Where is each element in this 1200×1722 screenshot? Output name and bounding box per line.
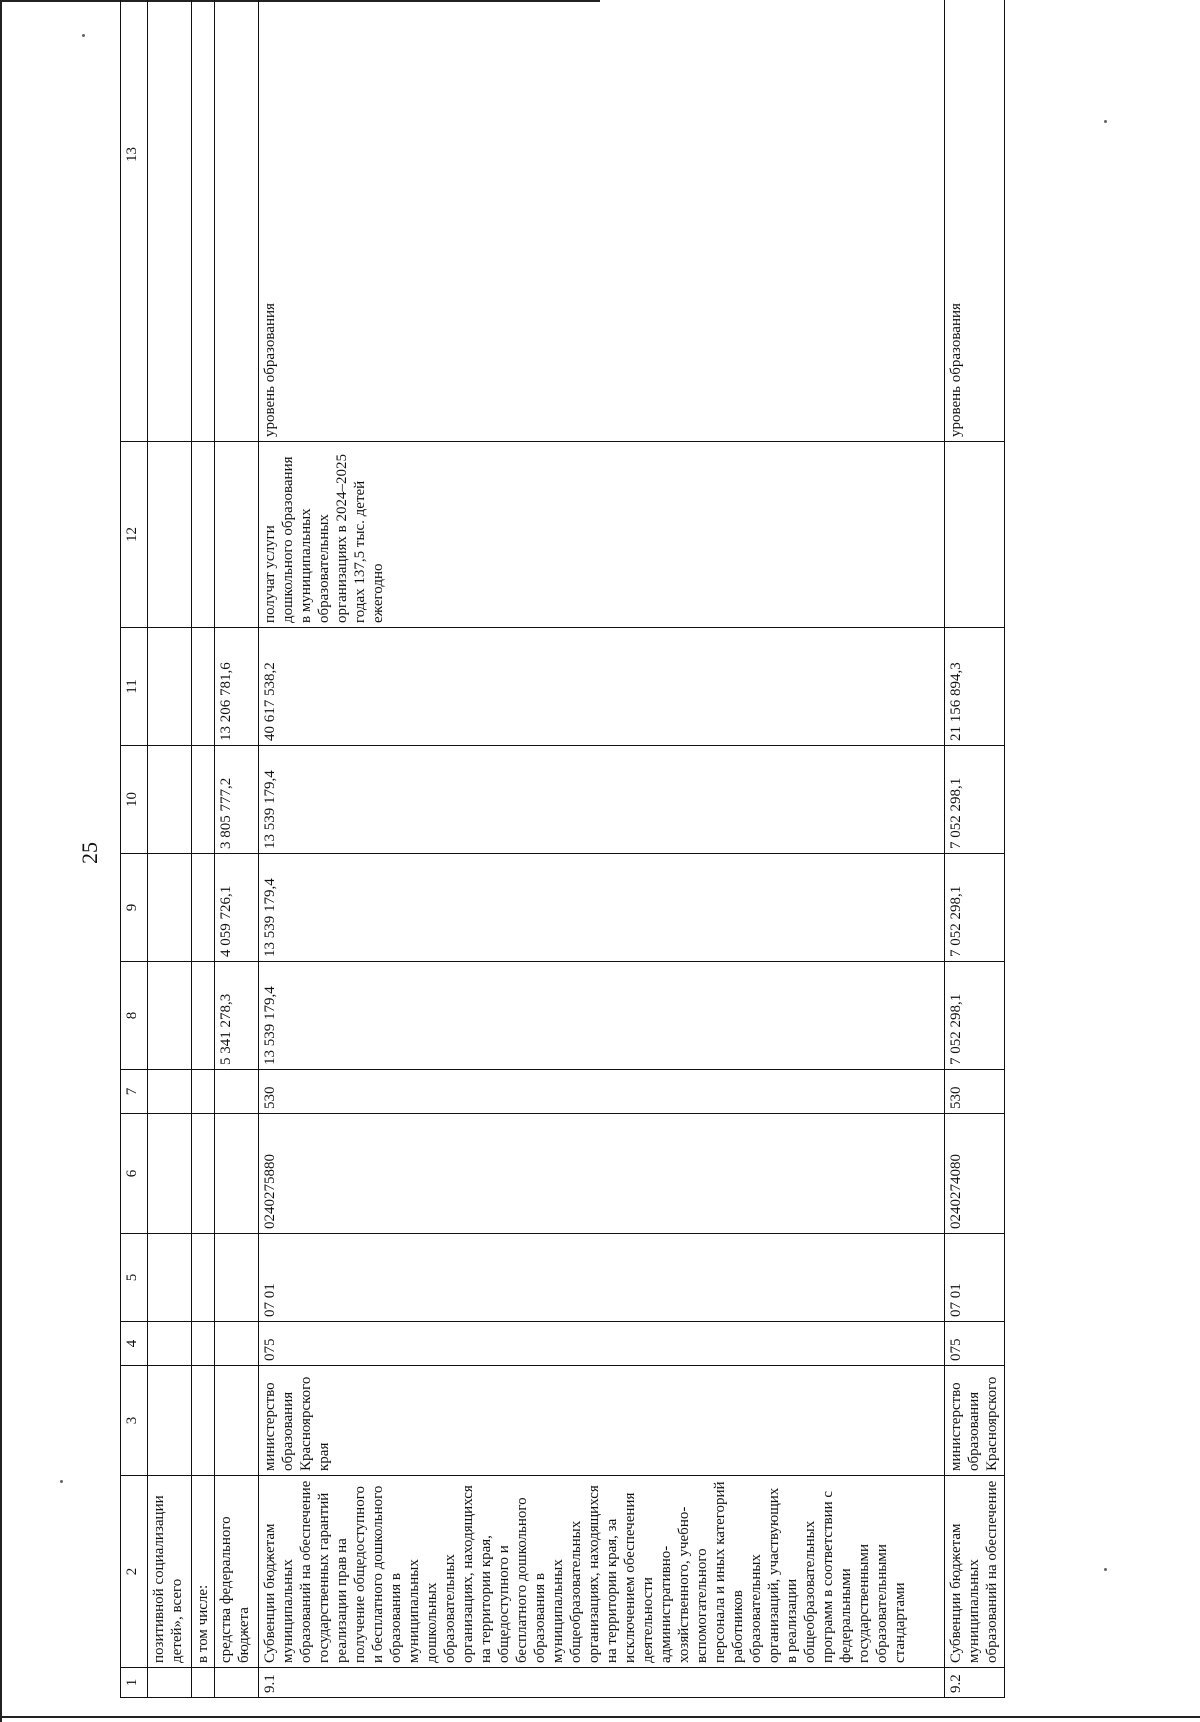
column-header-8: 8 <box>121 962 148 1070</box>
scan-speck <box>82 34 85 37</box>
scan-edge-bottom <box>0 1716 1200 1718</box>
cell-year-3: 3 805 777,2 <box>215 746 259 854</box>
cell-expense-type: 530 <box>945 1070 1005 1114</box>
cell-administrator <box>148 1366 192 1476</box>
cell-year-2: 4 059 726,1 <box>215 854 259 962</box>
cell-year-2: 13 539 179,4 <box>259 854 945 962</box>
cell-target <box>148 1114 192 1234</box>
column-header-12: 12 <box>121 442 148 628</box>
column-header-10: 10 <box>121 746 148 854</box>
cell-year-2 <box>192 854 215 962</box>
cell-result <box>945 442 1005 628</box>
column-header-7: 7 <box>121 1070 148 1114</box>
table-row <box>945 0 1005 1698</box>
cell-expense-type <box>192 1070 215 1114</box>
budget-table <box>120 0 1005 1698</box>
page-number: 25 <box>77 842 102 864</box>
scan-speck <box>60 1480 63 1483</box>
cell-year-3: 13 539 179,4 <box>259 746 945 854</box>
cell-result <box>148 442 192 628</box>
cell-year-1 <box>148 962 192 1070</box>
cell-administrator <box>215 1366 259 1476</box>
cell-year-1: 13 539 179,4 <box>259 962 945 1070</box>
cell-link <box>148 0 192 442</box>
cell-total <box>148 628 192 746</box>
column-header-6: 6 <box>121 1114 148 1234</box>
cell-section <box>148 1234 192 1322</box>
cell-year-2 <box>148 854 192 962</box>
cell-section <box>215 1234 259 1322</box>
cell-section: 07 01 <box>259 1234 945 1322</box>
cell-year-3 <box>192 746 215 854</box>
cell-link: уровень образования <box>945 0 1005 442</box>
cell-name: в том числе: <box>192 1476 215 1668</box>
cell-target: 0240274080 <box>945 1114 1005 1234</box>
header-row <box>121 0 148 1698</box>
cell-expense-type <box>215 1070 259 1114</box>
cell-number <box>215 1668 259 1698</box>
cell-number: 9.1 <box>259 1668 945 1698</box>
cell-grbs <box>215 1322 259 1366</box>
cell-administrator: министерство образования Красноярского <box>945 1366 1005 1476</box>
table-row <box>192 0 215 1698</box>
cell-result: получат услуги дошкольного образования в муниципальных образовательных организациях в 2024–2025 годах 137,5 тыс. детей ежегодно <box>259 442 945 628</box>
column-header-3: 3 <box>121 1366 148 1476</box>
column-header-1: 1 <box>121 1668 148 1698</box>
cell-name: Субвенции бюджетам муниципальных образований на обеспечение государственных гарантий реализации прав на получение общедоступного и бесплатного дошкольного образования в муниципальных дошкольных образовательных организациях, находящихся на территории края, общедоступного и бесплатного дошкольного образования в муниципальных общеобразовательных организациях, находящихся на территории края, за исключением обеспечения деятельности административно-хозяйственного, учебно-вспомогательного персонала и иных категорий работников образовательных организаций, участвующих в реализации общеобразовательных программ в соответствии с федеральными государственными образовательными стандартами <box>259 1476 945 1668</box>
cell-name: позитивной социализации детей», всего <box>148 1476 192 1668</box>
column-header-9: 9 <box>121 854 148 962</box>
column-header-11: 11 <box>121 628 148 746</box>
cell-year-3 <box>148 746 192 854</box>
cell-grbs <box>192 1322 215 1366</box>
rotated-page <box>120 68 1180 1698</box>
scan-edge-left <box>0 0 2 1722</box>
cell-name: средства федерального бюджета <box>215 1476 259 1668</box>
cell-target <box>215 1114 259 1234</box>
cell-target <box>192 1114 215 1234</box>
cell-link: уровень образования <box>259 0 945 442</box>
cell-number <box>192 1668 215 1698</box>
column-header-5: 5 <box>121 1234 148 1322</box>
column-header-2: 2 <box>121 1476 148 1668</box>
cell-expense-type <box>148 1070 192 1114</box>
column-header-4: 4 <box>121 1322 148 1366</box>
cell-section: 07 01 <box>945 1234 1005 1322</box>
cell-link <box>192 0 215 442</box>
cell-administrator: министерство образования Красноярского края <box>259 1366 945 1476</box>
cell-target: 0240275880 <box>259 1114 945 1234</box>
cell-expense-type: 530 <box>259 1070 945 1114</box>
cell-year-1: 7 052 298,1 <box>945 962 1005 1070</box>
cell-number: 9.2 <box>945 1668 1005 1698</box>
cell-number <box>148 1668 192 1698</box>
cell-grbs <box>148 1322 192 1366</box>
cell-result <box>192 442 215 628</box>
table-row <box>259 0 945 1698</box>
cell-grbs: 075 <box>259 1322 945 1366</box>
cell-year-3: 7 052 298,1 <box>945 746 1005 854</box>
cell-section <box>192 1234 215 1322</box>
cell-result <box>215 442 259 628</box>
cell-total: 13 206 781,6 <box>215 628 259 746</box>
table-row <box>215 0 259 1698</box>
table-row <box>148 0 192 1698</box>
cell-administrator <box>192 1366 215 1476</box>
cell-grbs: 075 <box>945 1322 1005 1366</box>
column-header-13: 13 <box>121 0 148 442</box>
cell-year-1 <box>192 962 215 1070</box>
cell-total <box>192 628 215 746</box>
cell-year-2: 7 052 298,1 <box>945 854 1005 962</box>
cell-total: 40 617 538,2 <box>259 628 945 746</box>
cell-link <box>215 0 259 442</box>
cell-name: Субвенции бюджетам муниципальных образований на обеспечение <box>945 1476 1005 1668</box>
cell-year-1: 5 341 278,3 <box>215 962 259 1070</box>
cell-total: 21 156 894,3 <box>945 628 1005 746</box>
